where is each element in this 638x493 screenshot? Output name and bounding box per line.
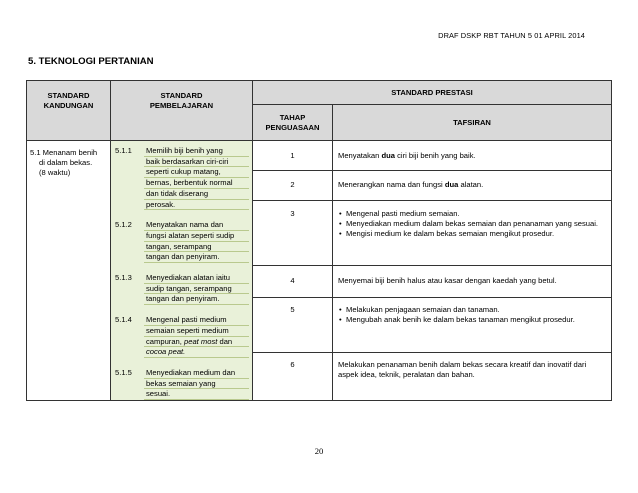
pembelajaran-cell [111,141,253,401]
tafsiran-cell [333,200,612,266]
header-standard-prestasi: STANDARD PRESTASI [253,81,612,105]
kandungan-line: 5.1 Menanam benih [30,148,98,157]
draft-label: DRAF DSKP RBT TAHUN 5 01 APRIL 2014 [438,31,585,40]
standards-table [26,80,612,401]
pembelajaran-item: 5.1.1 Memilih biji benih yang baik berdasarkan ciri-ciri seperti cukup matang, bernas, berbentuk normal dan tidak diserang perosak. [115,146,249,210]
tahap-cell: 2 [253,171,333,200]
tafsiran-cell: Menyemai biji benih halus atau kasar dengan kaedah yang betul. [333,266,612,297]
pembelajaran-item: 5.1.4 Mengenal pasti medium semaian seperti medium campuran, peat most dan cocoa peat. [115,315,249,358]
tahap-cell: 3 [253,200,333,266]
tafsiran-cell: Menerangkan nama dan fungsi dua alatan. [333,171,612,200]
header-tafsiran: TAFSIRAN [333,105,612,141]
pembelajaran-item: 5.1.3 Menyediakan alatan iaitu sudip tangan, serampang tangan dan penyiram. [115,273,249,305]
tahap-cell: 4 [253,266,333,297]
kandungan-cell [27,141,111,401]
kandungan-line: (8 waktu) [39,167,71,177]
header-standard-pembelajaran: STANDARD PEMBELAJARAN [111,81,253,141]
pembelajaran-item: 5.1.5 Menyediakan medium dan bekas semaian yang sesuai. [115,368,249,400]
header-tahap-penguasaan: TAHAP PENGUASAAN [253,105,333,141]
tafsiran-cell: Melakukan penanaman benih dalam bekas secara kreatif dan inovatif dari aspek idea, teknik, peralatan dan bahan. [333,352,612,400]
tahap-cell: 6 [253,352,333,400]
tafsiran-bullet: • Mengenal pasti medium semaian. [338,209,607,219]
tafsiran-bullet: • Melakukan penjagaan semaian dan tanaman. [338,305,607,315]
header-standard-kandungan: STANDARD KANDUNGAN [27,81,111,141]
tafsiran-cell: Menyatakan dua ciri biji benih yang baik. [333,141,612,171]
page-number: 20 [314,446,324,456]
tafsiran-bullet: • Mengubah anak benih ke dalam bekas tanaman mengikut prosedur. [338,315,607,325]
tafsiran-cell [333,297,612,352]
section-title: 5. TEKNOLOGI PERTANIAN [28,56,154,67]
pembelajaran-item: 5.1.2 Menyatakan nama dan fungsi alatan seperti sudip tangan, serampang tangan dan penyiram. [115,220,249,263]
tahap-cell: 1 [253,141,333,171]
tafsiran-bullet: • Mengisi medium ke dalam bekas semaian mengikut prosedur. [338,229,607,239]
tahap-cell: 5 [253,297,333,352]
kandungan-line: di dalam bekas. [39,157,93,167]
tafsiran-bullet: • Menyediakan medium dalam bekas semaian dan penanaman yang sesuai. [338,219,607,229]
